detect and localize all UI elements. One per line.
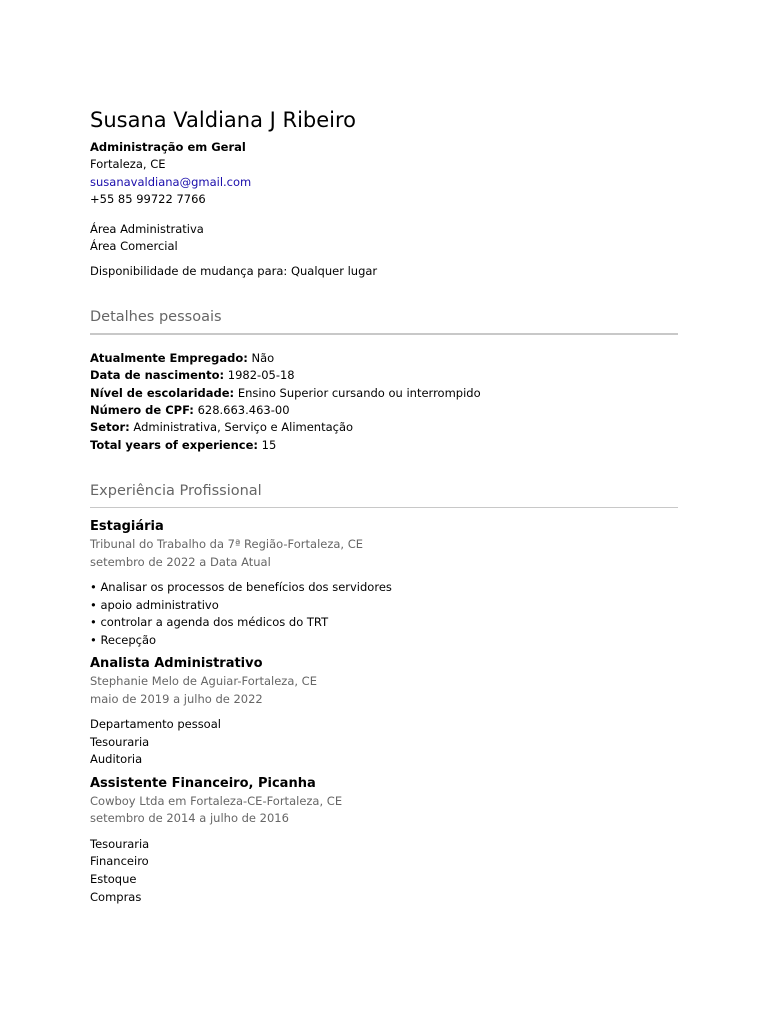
job-period: setembro de 2022 a Data Atual — [90, 554, 271, 569]
list-item: • Recepção — [90, 632, 157, 647]
job-period: maio de 2019 a julho de 2022 — [90, 691, 263, 706]
detail-value: 15 — [261, 437, 277, 452]
job-entry — [90, 775, 678, 906]
job-title: Assistente Financeiro, Picanha — [90, 776, 316, 792]
headline: Administração em Geral — [90, 140, 246, 154]
list-item: • apoio administrativo — [90, 597, 219, 612]
candidate-name: Susana Valdiana J Ribeiro — [90, 108, 357, 132]
list-item: Tesouraria — [90, 734, 150, 749]
area-item: Área Comercial — [90, 239, 178, 254]
detail-row — [90, 385, 678, 402]
job-responsibilities — [90, 716, 678, 769]
detail-label: Atualmente Empregado: — [90, 350, 248, 365]
section-title-personal: Detalhes pessoais — [90, 308, 222, 325]
location: Fortaleza, CE — [90, 157, 166, 172]
relocation-availability: Disponibilidade de mudança para: Qualquer lugar — [90, 264, 378, 279]
detail-row — [90, 419, 678, 436]
list-item: Estoque — [90, 872, 137, 887]
detail-label: Total years of experience: — [90, 437, 258, 452]
job-company: Cowboy Ltda em Fortaleza-CE-Fortaleza, CE — [90, 794, 343, 809]
email-link[interactable]: susanavaldiana@gmail.com — [90, 174, 252, 189]
personal-details — [90, 350, 678, 454]
list-item: • controlar a agenda dos médicos do TRT — [90, 615, 329, 630]
list-item: Financeiro — [90, 854, 149, 869]
detail-label: Nível de escolaridade: — [90, 385, 235, 400]
detail-row — [90, 402, 678, 419]
detail-label: Data de nascimento: — [90, 368, 225, 383]
list-item: Departamento pessoal — [90, 717, 221, 732]
job-title: Estagiária — [90, 519, 164, 535]
detail-value: 628.663.463-00 — [197, 403, 290, 418]
resume-page — [90, 106, 678, 906]
detail-row — [90, 367, 678, 384]
list-item: Compras — [90, 889, 142, 904]
detail-value: Não — [251, 350, 275, 365]
job-title: Analista Administrativo — [90, 656, 263, 672]
job-company: Stephanie Melo de Aguiar-Fortaleza, CE — [90, 674, 317, 689]
area-item: Área Administrativa — [90, 221, 204, 236]
list-item: Auditoria — [90, 752, 143, 767]
detail-value: 1982-05-18 — [227, 368, 295, 383]
job-period: setembro de 2014 a julho de 2016 — [90, 811, 289, 826]
job-entry — [90, 655, 678, 769]
job-responsibilities — [90, 579, 678, 649]
phone-number: +55 85 99722 7766 — [90, 192, 206, 207]
detail-row — [90, 350, 678, 367]
detail-value: Ensino Superior cursando ou interrompido — [237, 385, 481, 400]
detail-value: Administrativa, Serviço e Alimentação — [133, 420, 354, 435]
detail-row — [90, 437, 678, 454]
job-company: Tribunal do Trabalho da 7ª Região-Fortaleza, CE — [90, 537, 364, 552]
job-responsibilities — [90, 836, 678, 906]
section-title-experience: Experiência Profissional — [90, 483, 262, 500]
detail-label: Número de CPF: — [90, 403, 194, 418]
job-entry — [90, 518, 678, 649]
list-item: Tesouraria — [90, 836, 150, 851]
list-item: • Analisar os processos de benefícios dos servidores — [90, 580, 392, 595]
detail-label: Setor: — [90, 420, 130, 435]
